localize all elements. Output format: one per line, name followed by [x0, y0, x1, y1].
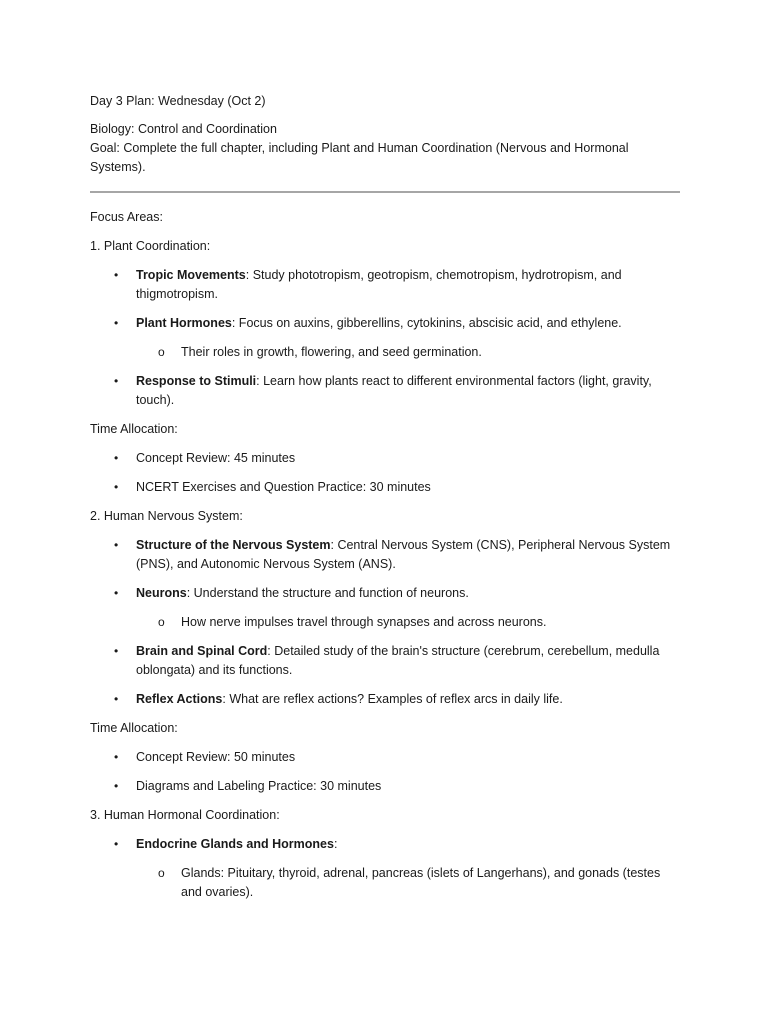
- list-item: [90, 449, 680, 468]
- sub-bullet-icon: o: [158, 866, 165, 880]
- item-text: : Detailed study of the brain's structure (cerebrum, cerebellum, medulla oblongata) and its functions.: [136, 644, 660, 677]
- time-allocation-label: Time Allocation:: [90, 721, 178, 735]
- goal-text: Goal: Complete the full chapter, including Plant and Human Coordination (Nervous and Hormonal Systems).: [90, 141, 629, 174]
- horizontal-divider: [90, 191, 680, 193]
- bullet-icon: •: [114, 692, 119, 706]
- sub-bullet-icon: o: [158, 345, 165, 359]
- bullet-icon: •: [114, 586, 119, 600]
- bullet-icon: •: [114, 644, 119, 658]
- item-text: :: [333, 837, 338, 851]
- item-text: Concept Review: 45 minutes: [136, 451, 296, 465]
- sub-item-text: Their roles in growth, flowering, and seed germination.: [181, 345, 482, 359]
- list-item: [90, 478, 680, 497]
- sub-bullet-icon: o: [158, 615, 165, 629]
- item-text: NCERT Exercises and Question Practice: 30 minutes: [136, 480, 431, 494]
- bullet-icon: •: [114, 316, 119, 330]
- section-heading-plant: 1. Plant Coordination:: [90, 239, 211, 253]
- list-item: [90, 642, 680, 680]
- item-term: Tropic Movements: [136, 268, 246, 282]
- item-text: Concept Review: 50 minutes: [136, 750, 296, 764]
- item-text: : Study phototropism, geotropism, chemotropism, hydrotropism, and thigmotropism.: [136, 268, 622, 301]
- list-item: [90, 777, 680, 796]
- sub-list-item: [90, 343, 680, 362]
- item-term: Neurons: [136, 586, 187, 600]
- list-item: [90, 835, 680, 854]
- list-item: [90, 690, 680, 709]
- item-text: Diagrams and Labeling Practice: 30 minutes: [136, 779, 382, 793]
- section-heading-nervous: 2. Human Nervous System:: [90, 509, 243, 523]
- bullet-icon: •: [114, 538, 119, 552]
- bullet-icon: •: [114, 268, 119, 282]
- item-text: : What are reflex actions? Examples of reflex arcs in daily life.: [222, 692, 563, 706]
- section-heading-hormonal: 3. Human Hormonal Coordination:: [90, 808, 280, 822]
- item-text: : Central Nervous System (CNS), Peripheral Nervous System (PNS), and Autonomic Nervous System (ANS).: [136, 538, 671, 571]
- subject-line: Biology: Control and Coordination: [90, 122, 277, 136]
- bullet-icon: •: [114, 779, 119, 793]
- bullet-icon: •: [114, 480, 119, 494]
- document-body: [90, 92, 680, 902]
- bullet-icon: •: [114, 374, 119, 388]
- list-item: [90, 584, 680, 603]
- item-term: Endocrine Glands and Hormones: [136, 837, 334, 851]
- item-term: Brain and Spinal Cord: [136, 644, 268, 658]
- bullet-icon: •: [114, 837, 119, 851]
- list-item: [90, 536, 680, 574]
- item-term: Plant Hormones: [136, 316, 232, 330]
- item-text: : Learn how plants react to different environmental factors (light, gravity, touch).: [136, 374, 652, 407]
- item-term: Response to Stimuli: [136, 374, 257, 388]
- page-title: Day 3 Plan: Wednesday (Oct 2): [90, 94, 266, 108]
- list-item: [90, 266, 680, 304]
- sub-item-text: Glands: Pituitary, thyroid, adrenal, pancreas (islets of Langerhans), and gonads (testes and ovaries).: [181, 866, 661, 899]
- item-term: Structure of the Nervous System: [136, 538, 331, 552]
- item-text: : Focus on auxins, gibberellins, cytokinins, abscisic acid, and ethylene.: [231, 316, 622, 330]
- bullet-icon: •: [114, 451, 119, 465]
- sub-list-item: [90, 864, 680, 902]
- list-item: [90, 748, 680, 767]
- bullet-icon: •: [114, 750, 119, 764]
- list-item: [90, 314, 680, 333]
- item-text: : Understand the structure and function of neurons.: [186, 586, 469, 600]
- sub-list-item: [90, 613, 680, 632]
- item-term: Reflex Actions: [136, 692, 223, 706]
- time-allocation-label: Time Allocation:: [90, 422, 178, 436]
- list-item: [90, 372, 680, 410]
- sub-item-text: How nerve impulses travel through synapses and across neurons.: [181, 615, 547, 629]
- focus-areas-label: Focus Areas:: [90, 210, 163, 224]
